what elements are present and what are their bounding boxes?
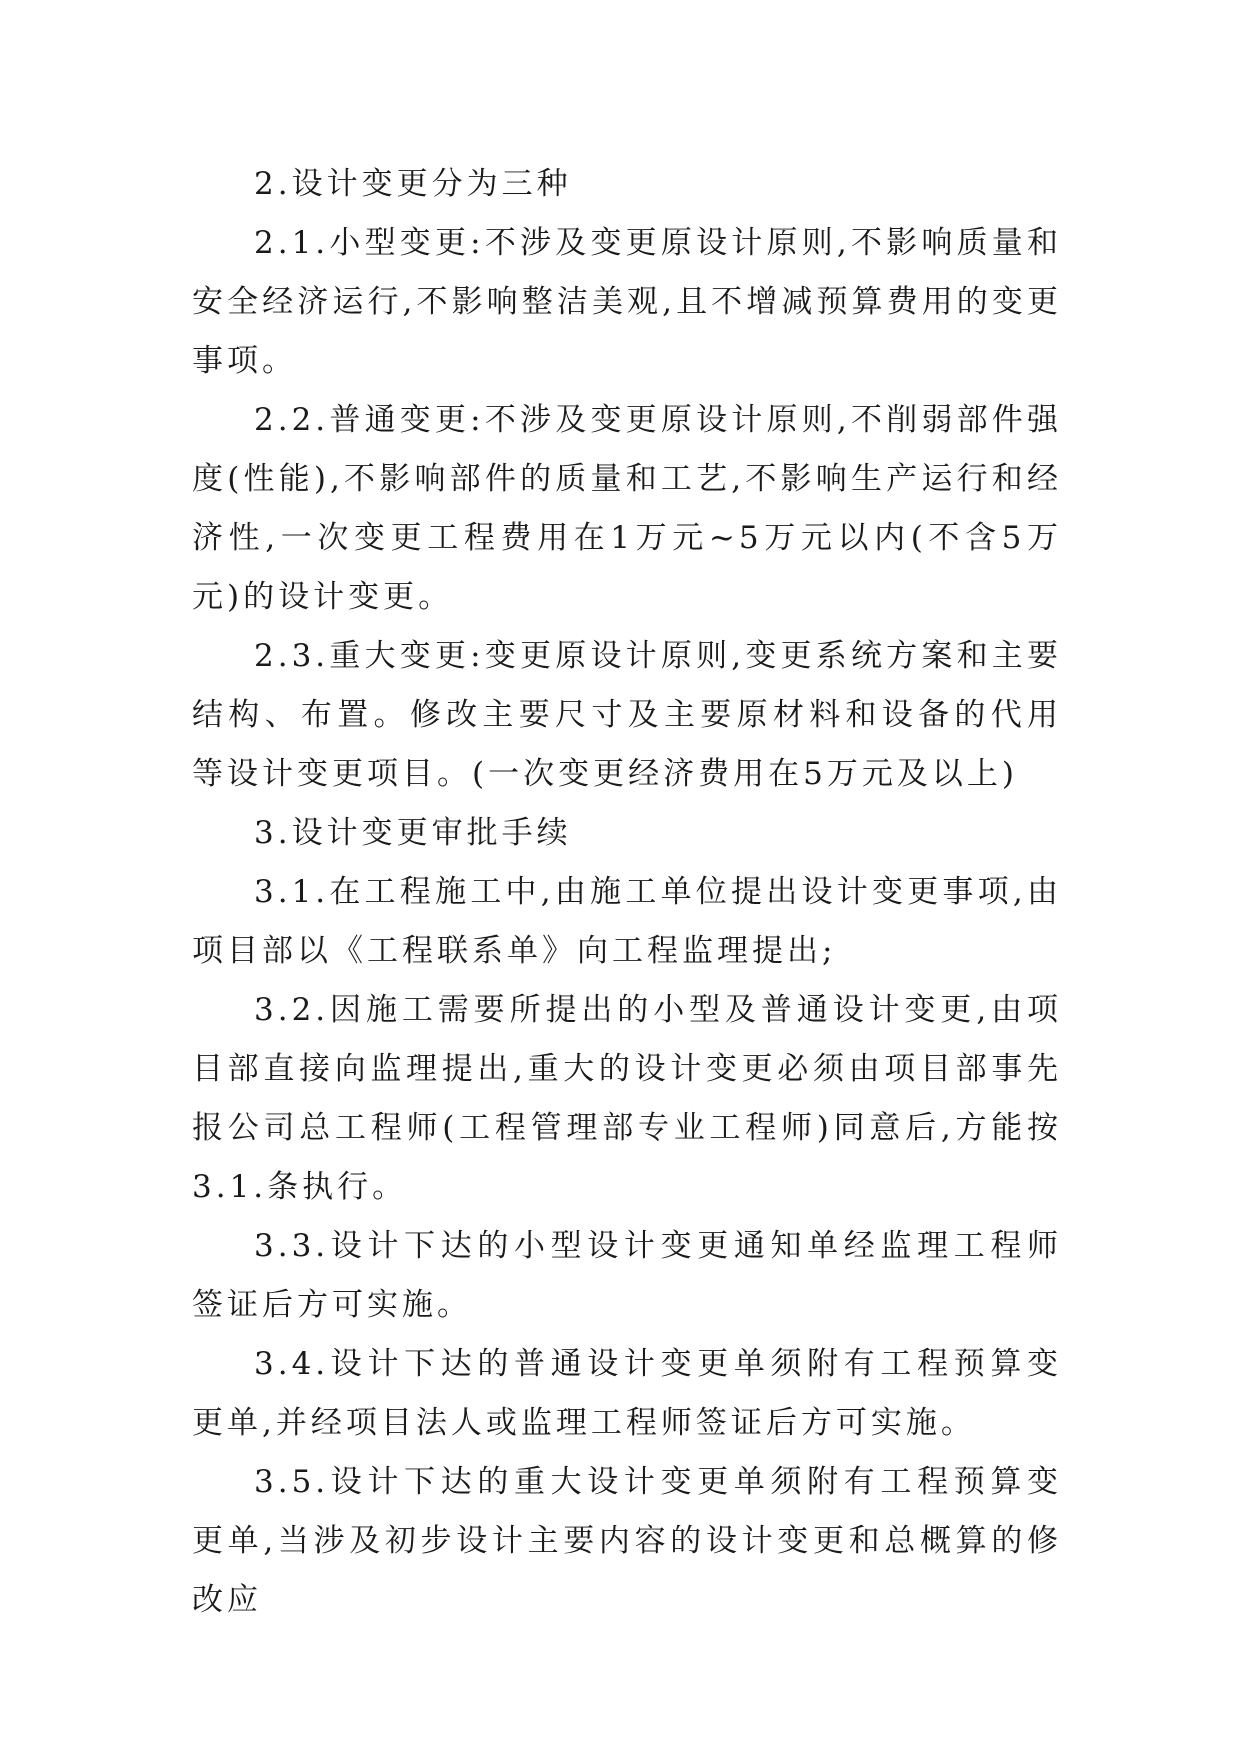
paragraph-procedure-3-4: 3.4.设计下达的普通设计变更单须附有工程预算变更单,并经项目法人或监理工程师签证后方可实施。 — [192, 1346, 1062, 1441]
paragraph-procedure-3-3: 3.3.设计下达的小型设计变更通知单经监理工程师签证后方可实施。 — [192, 1228, 1062, 1323]
section-heading-design-change-types: 2.设计变更分为三种 — [254, 166, 572, 202]
paragraph-procedure-3-5: 3.5.设计下达的重大设计变更单须附有工程预算变更单,当涉及初步设计主要内容的设计变更和总概算的修改应 — [192, 1464, 1062, 1618]
paragraph-minor-change: 2.1.小型变更:不涉及变更原设计原则,不影响质量和安全经济运行,不影响整洁美观,且不增减预算费用的变更事项。 — [192, 225, 1062, 379]
paragraph-procedure-3-1: 3.1.在工程施工中,由施工单位提出设计变更事项,由项目部以《工程联系单》向工程监理提出; — [192, 874, 1062, 969]
paragraph-major-change: 2.3.重大变更:变更原设计原则,变更系统方案和主要结构、布置。修改主要尺寸及主要原材料和设备的代用等设计变更项目。(一次变更经济费用在5万元及以上) — [192, 638, 1062, 792]
section-heading-approval-procedure: 3.设计变更审批手续 — [254, 815, 572, 851]
paragraph-procedure-3-2: 3.2.因施工需要所提出的小型及普通设计变更,由项目部直接向监理提出,重大的设计变更必须由项目部事先报公司总工程师(工程管理部专业工程师)同意后,方能按3.1.条执行。 — [192, 992, 1062, 1205]
document-body — [192, 155, 1062, 1630]
paragraph-ordinary-change: 2.2.普通变更:不涉及变更原设计原则,不削弱部件强度(性能),不影响部件的质量和工艺,不影响生产运行和经济性,一次变更工程费用在1万元~5万元以内(不含5万元)的设计变更。 — [192, 402, 1062, 615]
